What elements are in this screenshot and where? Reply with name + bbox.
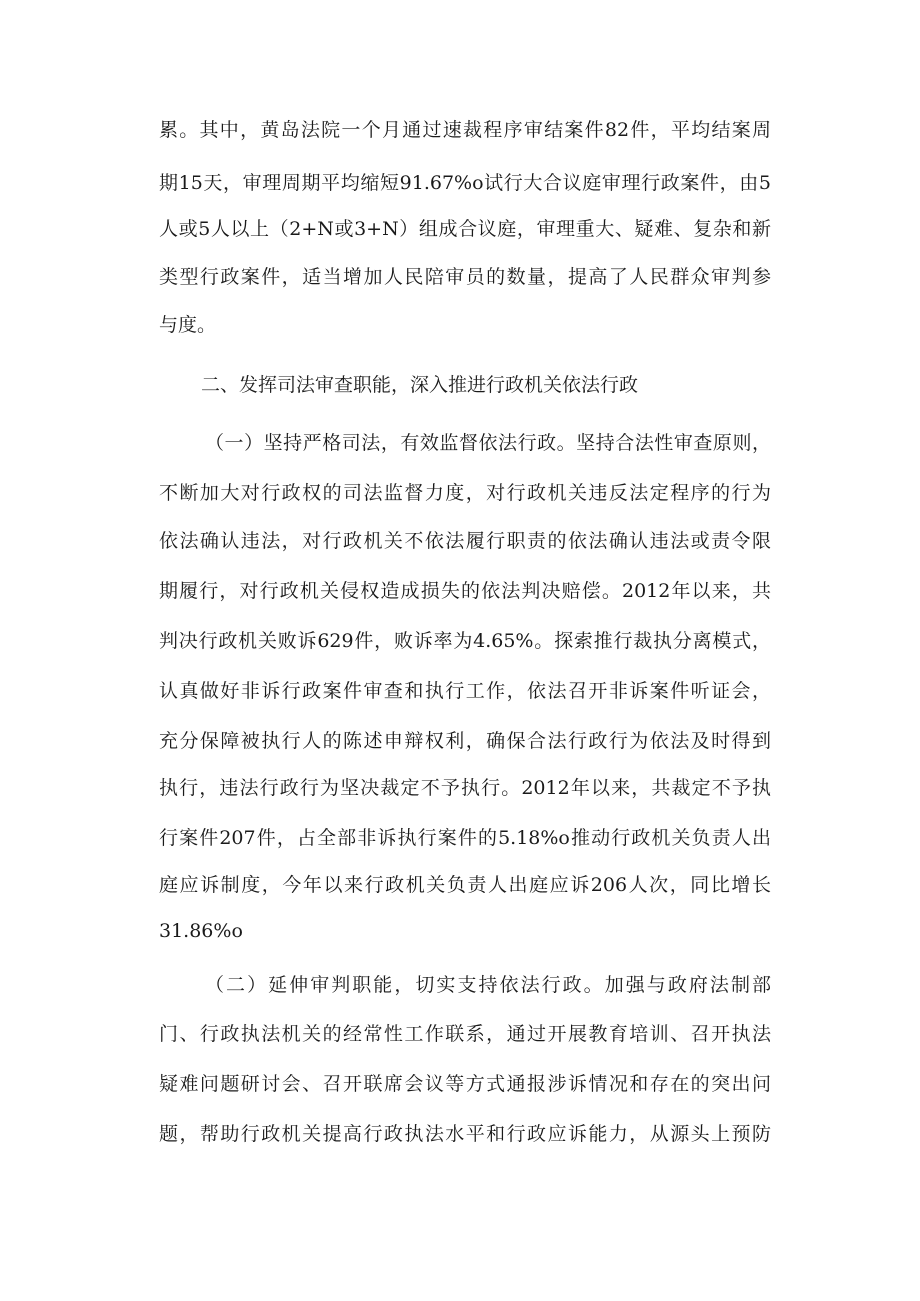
paragraph-line: （二）延伸审判职能，切实支持依法行政。加强与政府法制部 xyxy=(205,974,771,996)
paragraph-line: 判决行政机关败诉629件，败诉率为4.65%。探索推行裁执分离模式， xyxy=(159,630,771,652)
paragraph-line: 不断加大对行政权的司法监督力度，对行政机关违反法定程序的行为 xyxy=(159,482,771,504)
paragraph-line: 题，帮助行政机关提高行政执法水平和行政应诉能力，从源头上预防 xyxy=(159,1123,771,1145)
paragraph-line: 人或5人以上（2+N或3+N）组成合议庭，审理重大、疑难、复杂和新 xyxy=(159,218,771,240)
paragraph-line: （一）坚持严格司法，有效监督依法行政。坚持合法性审查原则， xyxy=(205,432,771,454)
paragraph-line: 期履行，对行政机关侵权造成损失的依法判决赔偿。2012年以来，共 xyxy=(159,580,771,602)
paragraph-line: 类型行政案件，适当增加人民陪审员的数量，提高了人民群众审判参 xyxy=(159,266,771,288)
paragraph-line: 疑难问题研讨会、召开联席会议等方式通报涉诉情况和存在的突出问 xyxy=(159,1073,771,1095)
paragraph-line: 认真做好非诉行政案件审查和执行工作，依法召开非诉案件听证会， xyxy=(159,680,771,702)
paragraph-line: 与度。 xyxy=(159,314,217,336)
paragraph-line: 庭应诉制度，今年以来行政机关负责人出庭应诉206人次，同比增长 xyxy=(159,874,771,896)
paragraph-line: 门、行政执法机关的经常性工作联系，通过开展教育培训、召开执法 xyxy=(159,1023,771,1045)
paragraph-line: 执行，违法行政行为坚决裁定不予执行。2012年以来，共裁定不予执 xyxy=(159,777,771,799)
paragraph-line: 行案件207件，占全部非诉执行案件的5.18%o推动行政机关负责人出 xyxy=(159,827,771,849)
paragraph-line: 31.86%o xyxy=(159,920,243,942)
paragraph-line: 累。其中，黄岛法院一个月通过速裁程序审结案件82件，平均结案周 xyxy=(159,119,771,141)
paragraph-line: 期15天，审理周期平均缩短91.67%o试行大合议庭审理行政案件，由5 xyxy=(159,172,771,194)
paragraph-line: 依法确认违法，对行政机关不依法履行职责的依法确认违法或责令限 xyxy=(159,530,771,552)
section-heading: 二、发挥司法审查职能，深入推进行政机关依法行政 xyxy=(201,374,639,396)
paragraph-line: 充分保障被执行人的陈述申辩权利，确保合法行政行为依法及时得到 xyxy=(159,730,771,752)
